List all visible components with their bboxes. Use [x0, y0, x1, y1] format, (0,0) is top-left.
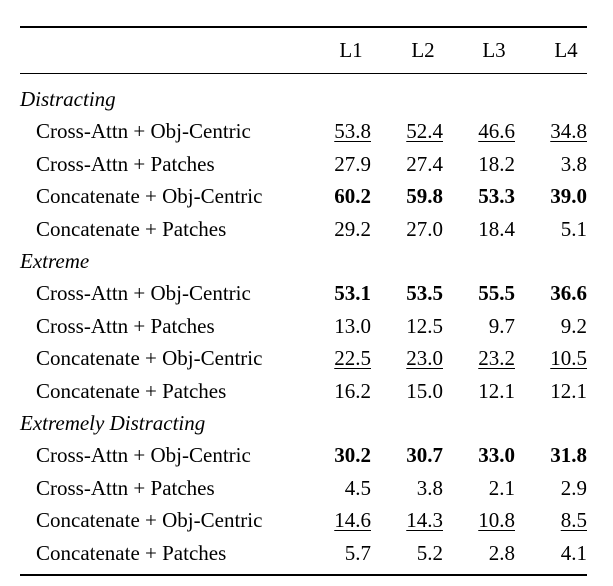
table-header-row — [20, 37, 587, 65]
table-cell-value: 13.0 — [334, 313, 371, 338]
table-row — [20, 118, 587, 146]
table-row — [20, 475, 587, 503]
table-cell-value: 59.8 — [406, 184, 443, 209]
table-cell-value: 53.1 — [334, 281, 371, 306]
table-cell-value: 23.2 — [478, 346, 515, 371]
row-label: Cross-Attn + Obj-Centric — [36, 119, 251, 144]
table-cell-value: 2.9 — [560, 475, 587, 500]
table-row — [20, 183, 587, 211]
table-cell-value: 36.6 — [550, 281, 587, 306]
table-row — [20, 540, 587, 568]
table-cell-value: 9.7 — [488, 313, 515, 338]
table-header-rule — [20, 73, 587, 74]
table-cell-value: 3.8 — [560, 151, 587, 176]
row-label: Cross-Attn + Obj-Centric — [36, 281, 251, 306]
table-cell-value: 18.2 — [478, 151, 515, 176]
column-header-l2: L2 — [411, 38, 435, 62]
group-title: Distracting — [20, 87, 116, 111]
table-cell-value: 2.1 — [488, 475, 515, 500]
table-row — [20, 345, 587, 373]
table-cell-value: 12.1 — [550, 378, 587, 403]
table-row — [20, 507, 587, 535]
table-cell-value: 52.4 — [406, 119, 443, 144]
table-cell-value: 10.8 — [478, 508, 515, 533]
table-cell-value: 22.5 — [334, 346, 371, 371]
table-cell-value: 34.8 — [550, 119, 587, 144]
row-label: Concatenate + Obj-Centric — [36, 346, 263, 371]
table-cell-value: 16.2 — [334, 378, 371, 403]
table-cell-value: 30.7 — [406, 443, 443, 468]
table-cell-value: 18.4 — [478, 216, 515, 241]
column-header-l1: L1 — [339, 38, 363, 62]
table-cell-value: 60.2 — [334, 184, 371, 209]
row-label: Concatenate + Patches — [36, 540, 227, 565]
table-cell-value: 53.5 — [406, 281, 443, 306]
table-cell-value: 14.3 — [406, 508, 443, 533]
table-cell-value: 29.2 — [334, 216, 371, 241]
row-label: Concatenate + Obj-Centric — [36, 508, 263, 533]
table-top-rule — [20, 26, 587, 28]
table-cell-value: 3.8 — [416, 475, 443, 500]
row-label: Concatenate + Obj-Centric — [36, 184, 263, 209]
group-title: Extremely Distracting — [20, 411, 206, 435]
table-cell-value: 5.2 — [416, 540, 443, 565]
row-label: Cross-Attn + Patches — [36, 313, 215, 338]
column-header-l4: L4 — [554, 38, 578, 62]
column-header-l3: L3 — [482, 38, 506, 62]
table-cell-value: 4.1 — [560, 540, 587, 565]
table-row — [20, 216, 587, 244]
row-label: Concatenate + Patches — [36, 216, 227, 241]
table-cell-value: 9.2 — [560, 313, 587, 338]
table-cell-value: 8.5 — [560, 508, 587, 533]
table-cell-value: 4.5 — [344, 475, 371, 500]
table-cell-value: 39.0 — [550, 184, 587, 209]
table-cell-value: 31.8 — [550, 443, 587, 468]
row-label: Cross-Attn + Obj-Centric — [36, 443, 251, 468]
table-row — [20, 151, 587, 179]
table-cell-value: 10.5 — [550, 346, 587, 371]
table-cell-value: 23.0 — [406, 346, 443, 371]
table-cell-value: 12.1 — [478, 378, 515, 403]
table-row — [20, 280, 587, 308]
table-cell-value: 53.3 — [478, 184, 515, 209]
table-cell-value: 15.0 — [406, 378, 443, 403]
table-cell-value: 2.8 — [488, 540, 515, 565]
table-cell-value: 5.1 — [560, 216, 587, 241]
row-label: Cross-Attn + Patches — [36, 151, 215, 176]
table-cell-value: 30.2 — [334, 443, 371, 468]
table-cell-value: 14.6 — [334, 508, 371, 533]
table-cell-value: 53.8 — [334, 119, 371, 144]
table-row — [20, 313, 587, 341]
table-row — [20, 378, 587, 406]
table-cell-value: 33.0 — [478, 443, 515, 468]
table-cell-value: 27.9 — [334, 151, 371, 176]
table-cell-value: 27.4 — [406, 151, 443, 176]
table-cell-value: 5.7 — [344, 540, 371, 565]
table-cell-value: 27.0 — [406, 216, 443, 241]
table-cell-value: 46.6 — [478, 119, 515, 144]
table-cell-value: 55.5 — [478, 281, 515, 306]
table-bottom-rule — [20, 574, 587, 576]
table-cell-value: 12.5 — [406, 313, 443, 338]
group-title: Extreme — [20, 249, 90, 273]
row-label: Concatenate + Patches — [36, 378, 227, 403]
row-label: Cross-Attn + Patches — [36, 475, 215, 500]
table-row — [20, 442, 587, 470]
